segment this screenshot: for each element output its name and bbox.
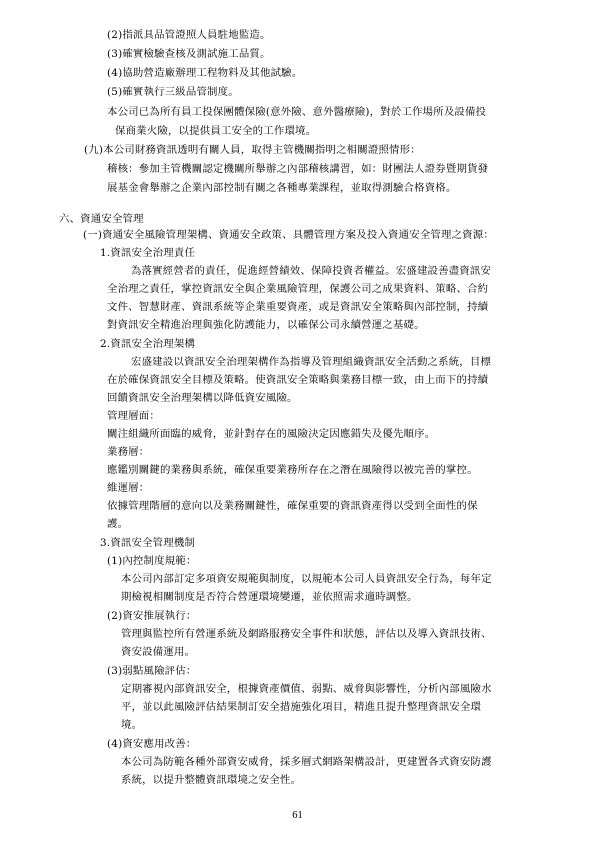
mechanism-item-line: 資安設備運用。 xyxy=(121,646,196,658)
mechanism-item-label: (3)弱點風險評估： xyxy=(107,665,197,677)
operations-level-line: 依據管理階層的意向以及業務關鍵性，確保重要的資訊資產得以受到全面性的保 xyxy=(107,500,478,512)
governance-line: 為落實經營者的責任，促進經營績效、保障投資者權益。宏盛建設善盡資訊安 xyxy=(131,265,492,277)
management-level-text: 關注組織所面臨的威脅，並針對存在的風險決定因應錯失及優先順序。 xyxy=(107,428,436,440)
management-level-label: 管理層面： xyxy=(107,410,160,422)
mechanism-title: 3.資訊安全管理機制 xyxy=(100,537,196,549)
subsection-one-heading: (一)資通安全風險管理架構、資通安全政策、具體管理方案及投入資通安全管理之資源： xyxy=(83,229,494,241)
quality-item-3: (3)確實檢驗查核及測試施工品質。 xyxy=(107,48,271,60)
item-nine-line: 稽核：參加主管機關認定機關所舉辦之內部稽核講習，如：財團法人證券暨期貨發 xyxy=(107,163,489,175)
mechanism-item-label: (1)內控制度規範： xyxy=(107,555,197,567)
insurance-line: 保商業火險，以提供員工安全的工作環境。 xyxy=(115,125,317,137)
governance-title: 1.資訊安全治理責任 xyxy=(100,247,196,259)
mechanism-item-line: 管理與監控所有營運系統及網路服務安全事件和狀態，評估以及導入資訊技術、 xyxy=(121,628,492,640)
governance-line: 對資訊安全精進治理與強化防護能力，以確保公司永續營運之基礎。 xyxy=(107,319,425,331)
item-nine-heading: (九)本公司財務資訊透明有關人員，取得主管機關指明之相關證照情形： xyxy=(84,144,421,156)
quality-item-5: (5)確實執行三級品管制度。 xyxy=(107,86,239,98)
mechanism-item-label: (4)資安應用改善： xyxy=(107,738,197,750)
section-six-heading: 六、資通安全管理 xyxy=(59,213,144,225)
business-level-text: 應鑑別關鍵的業務與系統，確保重要業務所存在之潛在風險得以被完善的掌控。 xyxy=(107,464,478,476)
governance-line: 全治理之責任，掌控資訊安全與企業風險管理，保護公司之成果資料、策略、合約 xyxy=(107,283,489,295)
quality-item-2: (2)指派具品管證照人員駐地監造。 xyxy=(107,29,271,41)
mechanism-item-line: 期檢視相關制度是否符合營運環境變遷，並依照需求適時調整。 xyxy=(121,591,418,603)
business-level-label: 業務層： xyxy=(107,446,150,458)
mechanism-item-line: 本公司為防範各種外部資安威脅，採多層式網路架構設計，更建置各式資安防護 xyxy=(121,756,492,768)
architecture-line: 在於確保資訊安全目標及策略。使資訊安全策略與業務目標一致，由上而下的持續 xyxy=(107,374,489,386)
operations-level-line: 護。 xyxy=(107,518,129,530)
mechanism-item-line: 定期審視內部資訊安全，根據資產價值、弱點、威脅與影響性，分析內部風險水 xyxy=(121,683,492,695)
insurance-line: 本公司已為所有員工投保團體保險(意外險、意外醫療險)，對於工作場所及設備投 xyxy=(107,106,487,118)
governance-line: 文件、智慧財產、資訊系統等企業重要資產，或是資訊安全策略與內部控制，持續 xyxy=(107,301,489,313)
mechanism-item-line: 本公司內部訂定多項資安規範與制度，以規範本公司人員資訊安全行為，每年定 xyxy=(121,573,492,585)
item-nine-line: 展基金會舉辦之企業內部控制有關之各種專業課程，並取得測驗合格資格。 xyxy=(107,182,457,194)
page-number: 61 xyxy=(292,810,303,821)
mechanism-item-line: 境。 xyxy=(121,719,143,731)
quality-item-4: (4)協助營造廠辦理工程物料及其他試驗。 xyxy=(107,67,303,79)
operations-level-label: 維運層： xyxy=(107,482,150,494)
architecture-title: 2.資訊安全治理架構 xyxy=(100,338,196,350)
mechanism-item-line: 平，並以此風險評估結果制訂安全措施強化項目，精進且提升整理資訊安全環 xyxy=(121,701,482,713)
mechanism-item-line: 系統，以提升整體資訊環境之安全性。 xyxy=(121,774,302,786)
mechanism-item-label: (2)資安推展執行： xyxy=(107,610,197,622)
architecture-line: 宏盛建設以資訊安全治理架構作為指導及管理組織資訊安全活動之系統，目標 xyxy=(131,356,492,368)
architecture-line: 回饋資訊安全治理架構以降低資安風險。 xyxy=(107,392,298,404)
